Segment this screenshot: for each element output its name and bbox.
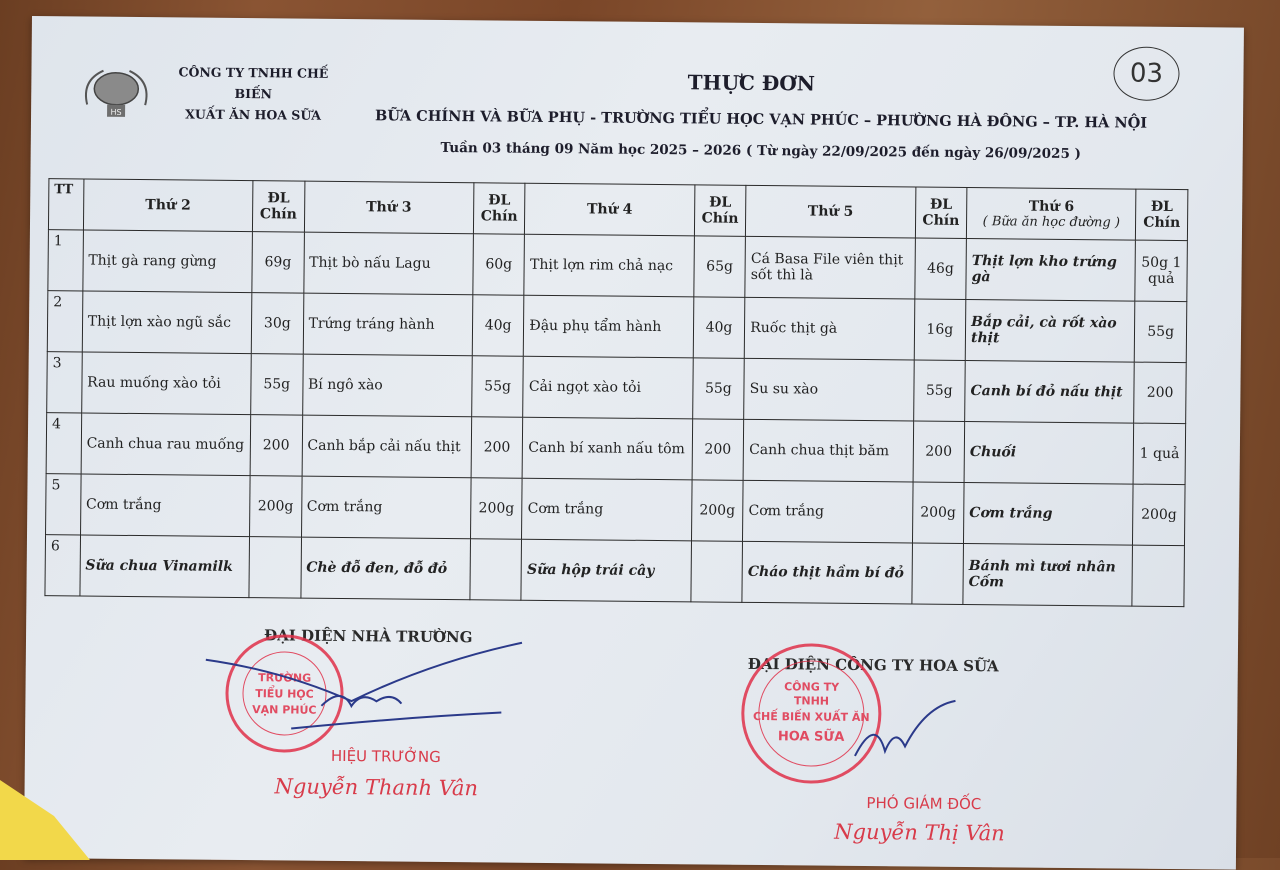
header-day-6 xyxy=(966,187,1136,240)
school-representative-label: ĐẠI DIỆN NHÀ TRƯỜNG xyxy=(263,626,473,647)
table-row xyxy=(45,535,1185,607)
qty-day-4: 200 xyxy=(692,419,744,480)
document-title: THỰC ĐƠN xyxy=(687,70,816,96)
header-dl: ĐL Chín xyxy=(252,181,304,232)
table-row xyxy=(47,291,1187,363)
row-number: 1 xyxy=(48,230,83,291)
qty-day-3: 40g xyxy=(472,295,524,356)
qty-day-3: 200 xyxy=(471,417,523,478)
qty-day-6: 50g 1 quả xyxy=(1135,240,1187,301)
qty-day-4: 200g xyxy=(691,480,743,541)
dish-day-2: Thịt gà rang gừng xyxy=(83,230,253,293)
logo-text: HS xyxy=(110,107,122,117)
header-dl: ĐL Chín xyxy=(915,187,967,238)
dish-day-5: Canh chua thịt băm xyxy=(743,419,913,482)
qty-day-2 xyxy=(249,537,301,598)
qty-day-6: 1 quả xyxy=(1133,423,1185,484)
qty-day-4: 55g xyxy=(692,358,744,419)
dish-day-3: Trứng tráng hành xyxy=(303,293,473,356)
header-dl: ĐL Chín xyxy=(694,185,746,236)
dish-day-6: Bánh mì tươi nhân Cốm xyxy=(963,543,1133,606)
dish-day-2: Thịt lợn xào ngũ sắc xyxy=(82,291,252,354)
principal-name: Nguyễn Thanh Vân xyxy=(274,774,479,801)
dish-day-5: Su su xào xyxy=(744,358,914,421)
company-stamp-line-3: CHẾ BIẾN XUẤT ĂN xyxy=(752,709,870,725)
company-stamp-line-2: TNHH xyxy=(793,694,830,708)
dish-day-5: Cơm trắng xyxy=(743,480,913,543)
dish-day-6: Canh bí đỏ nấu thịt xyxy=(965,360,1135,423)
qty-day-2: 55g xyxy=(251,354,303,415)
dish-day-5: Cá Basa File viên thịt sốt thì là xyxy=(745,236,915,299)
header-day-6-label: Thứ 6 xyxy=(1028,198,1075,215)
qty-day-2: 200g xyxy=(250,476,302,537)
dish-day-2: Rau muống xào tỏi xyxy=(81,352,251,415)
qty-day-4: 65g xyxy=(694,236,746,297)
qty-day-6: 200 xyxy=(1134,362,1186,423)
week-range: Tuần 03 tháng 09 Năm học 2025 – 2026 ( Từ ngày 22/09/2025 đến ngày 26/09/2025 ) xyxy=(440,139,1082,163)
row-number: 6 xyxy=(45,535,80,596)
qty-day-6: 55g xyxy=(1135,301,1187,362)
header-tt: TT xyxy=(48,179,83,230)
header-day-3: Thứ 3 xyxy=(304,181,474,234)
qty-day-3 xyxy=(470,539,522,600)
dish-day-6: Cơm trắng xyxy=(964,482,1134,545)
header-day-6-note: ( Bữa ăn học đường ) xyxy=(982,213,1121,230)
school-stamp-line-1: TRƯỜNG xyxy=(258,671,312,685)
table-row xyxy=(48,230,1188,302)
table-row xyxy=(46,474,1186,546)
qty-day-5: 46g xyxy=(914,238,966,299)
dish-day-3: Cơm trắng xyxy=(301,476,471,539)
company-name xyxy=(163,61,344,126)
qty-day-5: 200g xyxy=(912,482,964,543)
principal-signature-icon xyxy=(201,630,562,733)
dish-day-5: Ruốc thịt gà xyxy=(744,297,914,360)
dish-day-2: Canh chua rau muống xyxy=(81,413,251,476)
qty-day-5 xyxy=(911,543,963,604)
dish-day-5: Cháo thịt hầm bí đỏ xyxy=(742,541,912,604)
header-day-2: Thứ 2 xyxy=(83,179,253,232)
dish-day-3: Canh bắp cải nấu thịt xyxy=(302,415,472,478)
qty-day-2: 69g xyxy=(252,232,304,293)
qty-day-3: 200g xyxy=(470,478,522,539)
dish-day-4: Sữa hộp trái cây xyxy=(521,539,691,602)
qty-day-3: 55g xyxy=(472,356,524,417)
qty-day-5: 55g xyxy=(913,360,965,421)
row-number: 4 xyxy=(46,413,81,474)
dish-day-2: Sữa chua Vinamilk xyxy=(80,535,250,598)
company-line-1: CÔNG TY TNHH CHẾ BIẾN xyxy=(178,64,329,102)
dish-day-4: Đậu phụ tẩm hành xyxy=(524,295,694,358)
dish-day-4: Thịt lợn rim chả nạc xyxy=(524,234,694,297)
document-subtitle: BỮA CHÍNH VÀ BỮA PHỤ - TRƯỜNG TIỂU HỌC VẠN PHÚC – PHƯỜNG HÀ ĐÔNG – TP. HÀ NỘI xyxy=(374,107,1148,132)
dish-day-6: Thịt lợn kho trứng gà xyxy=(966,238,1136,301)
dish-day-4: Cải ngọt xào tỏi xyxy=(523,356,693,419)
week-number-mark: 03 xyxy=(1113,46,1180,101)
principal-title: HIỆU TRƯỞNG xyxy=(330,746,441,766)
table-row xyxy=(47,352,1187,424)
company-stamp-line-1: CÔNG TY xyxy=(784,680,840,694)
company-representative-label: ĐẠI DIỆN CÔNG TY HOA SỮA xyxy=(747,654,999,676)
school-stamp-line-2: TIỂU HỌC xyxy=(255,687,314,701)
header-day-5: Thứ 5 xyxy=(746,185,916,238)
row-number: 5 xyxy=(46,474,81,535)
company-stamp-line-4: HOA SỮA xyxy=(777,729,845,745)
qty-day-4: 40g xyxy=(693,297,745,358)
dish-day-3: Chè đỗ đen, đỗ đỏ xyxy=(300,537,470,600)
dish-day-2: Cơm trắng xyxy=(80,474,250,537)
company-logo xyxy=(77,60,156,123)
header-dl: ĐL Chín xyxy=(473,183,525,234)
qty-day-3: 60g xyxy=(473,234,525,295)
menu-document xyxy=(24,16,1244,870)
qty-day-2: 200 xyxy=(250,415,302,476)
row-number: 3 xyxy=(47,352,82,413)
school-stamp-line-3: VẠN PHÚC xyxy=(252,703,317,717)
row-number: 2 xyxy=(47,291,82,352)
header-day-4: Thứ 4 xyxy=(525,183,695,236)
qty-day-5: 16g xyxy=(914,299,966,360)
qty-day-4 xyxy=(691,541,743,602)
dish-day-4: Cơm trắng xyxy=(522,478,692,541)
qty-day-2: 30g xyxy=(251,293,303,354)
dish-day-4: Canh bí xanh nấu tôm xyxy=(522,417,692,480)
menu-table xyxy=(44,178,1188,607)
dish-day-6: Bắp cải, cà rốt xào thịt xyxy=(965,299,1135,362)
header-dl: ĐL Chín xyxy=(1136,189,1188,240)
vice-director-name: Nguyễn Thị Vân xyxy=(834,819,1005,846)
dish-day-3: Thịt bò nấu Lagu xyxy=(303,232,473,295)
qty-day-6: 200g xyxy=(1133,484,1185,545)
dish-day-6: Chuối xyxy=(964,421,1134,484)
qty-day-5: 200 xyxy=(913,421,965,482)
dish-day-3: Bí ngô xào xyxy=(302,354,472,417)
qty-day-6 xyxy=(1132,545,1184,606)
vice-director-signature-icon xyxy=(845,696,966,777)
table-row xyxy=(46,413,1186,485)
vice-director-title: PHÓ GIÁM ĐỐC xyxy=(866,794,982,814)
company-line-2: XUẤT ĂN HOA SỮA xyxy=(185,106,322,123)
